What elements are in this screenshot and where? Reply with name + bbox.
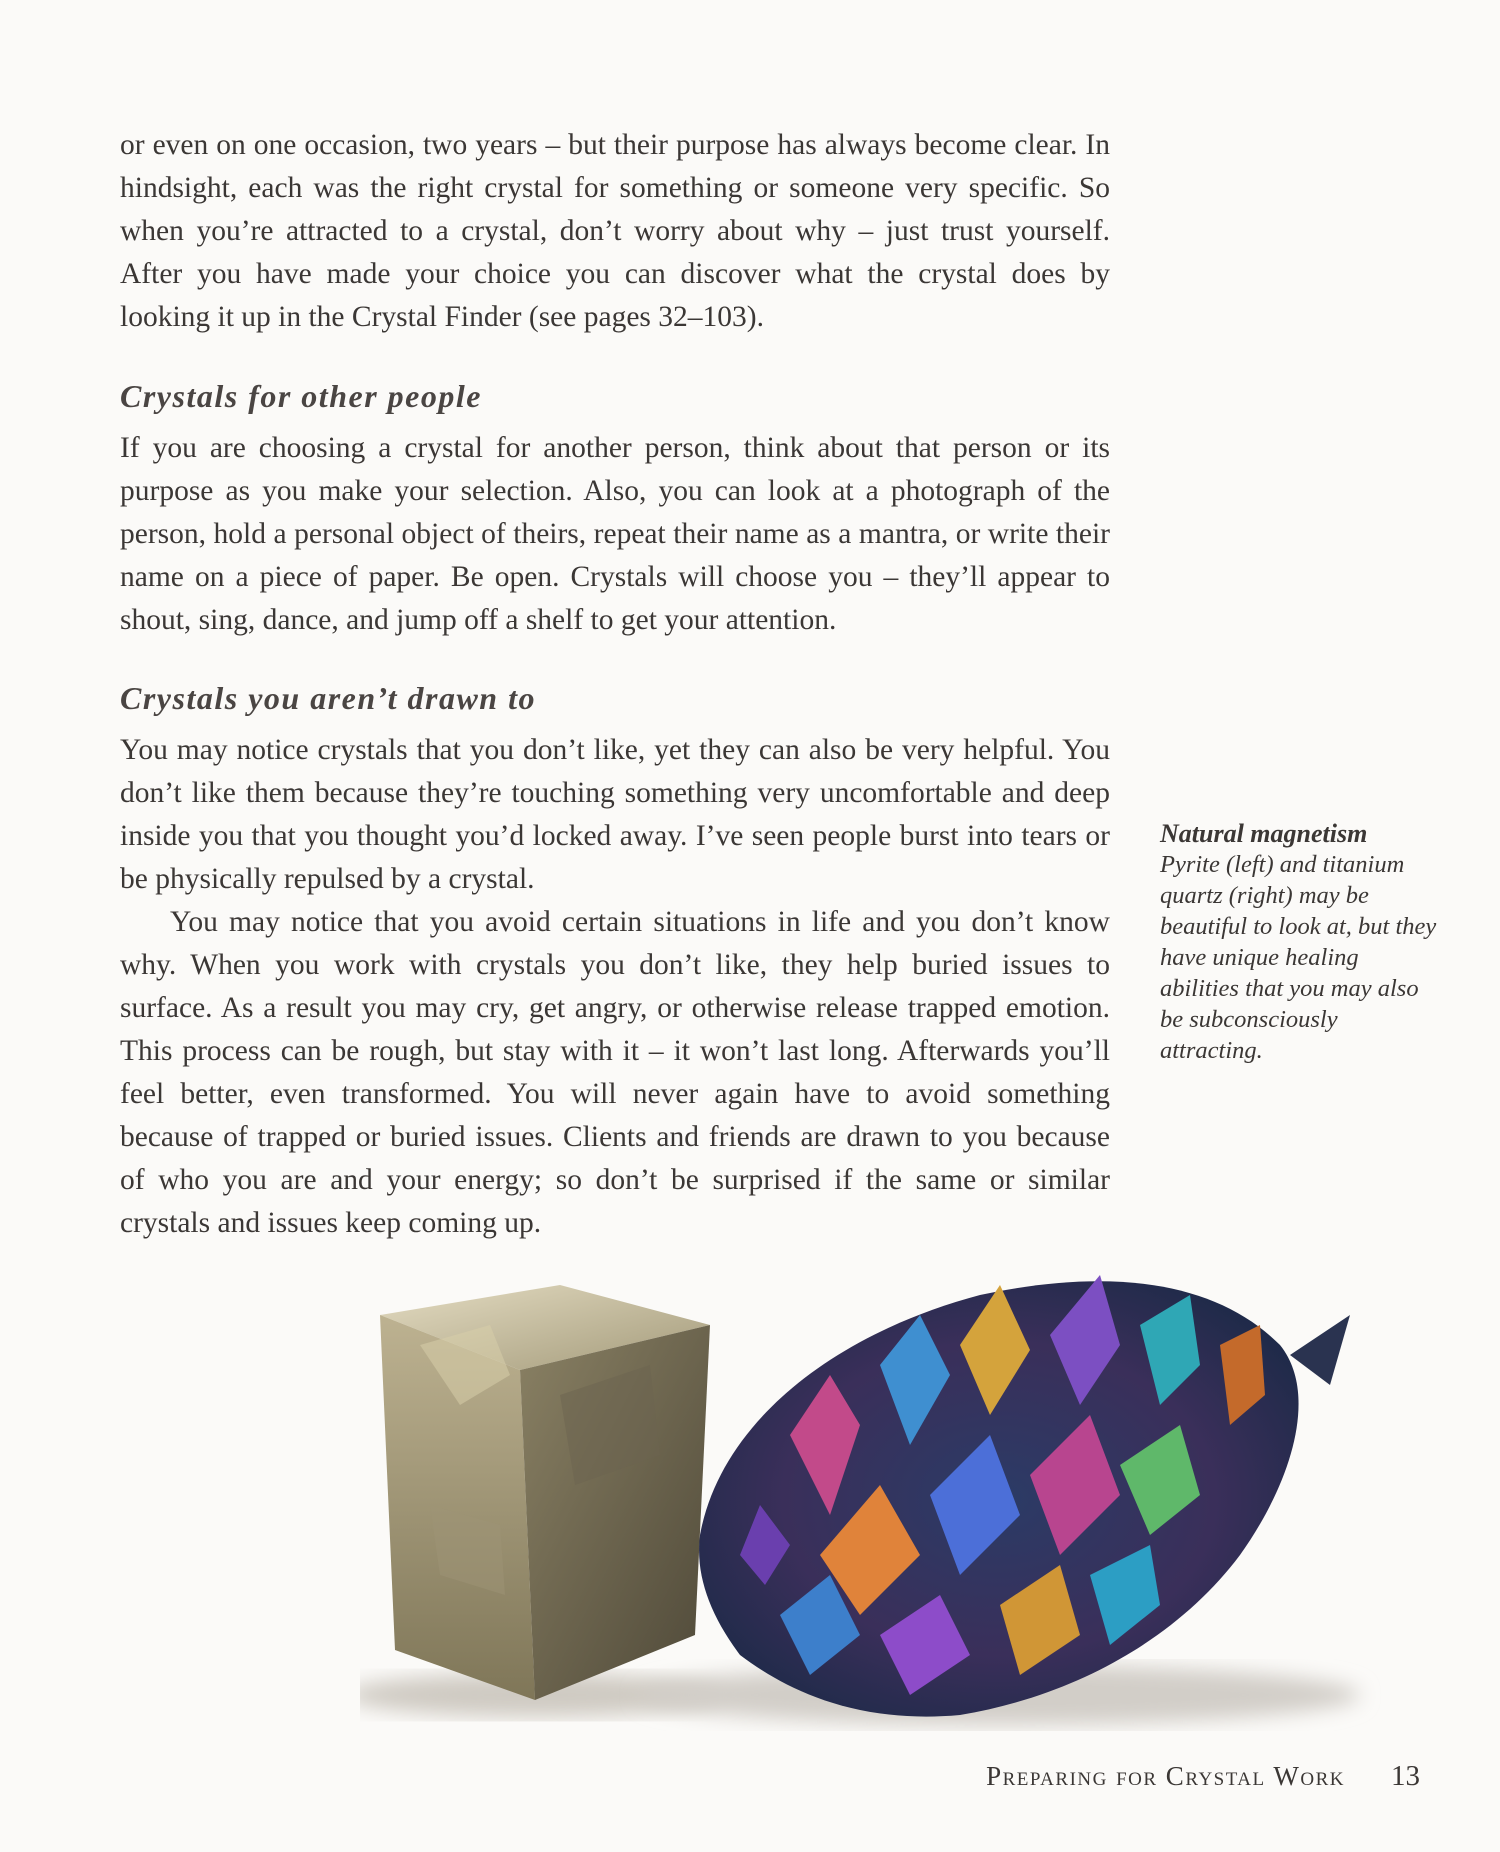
running-head: Preparing for Crystal Work <box>986 1761 1345 1791</box>
body-paragraph-3: You may notice crystals that you don’t like, yet they can also be very helpful. You don’t like them because they’re touching something very uncomfortable and deep inside you that you thought you’d locked away. I’ve seen people burst into tears or be physically repulsed by a crystal. <box>120 734 1110 895</box>
caption-title: Natural magnetism <box>1160 819 1368 848</box>
body-paragraph-2: If you are choosing a crystal for another person, think about that person or its purpose as you make your selection. Also, you can look at a photograph of the person, hold a personal object of theirs, repeat their name as a mantra, or write their name on a piece of paper. Be open. Crystals will choose you – they’ll appear to shout, sing, dance, and jump off a shelf to get your attention. <box>120 432 1110 636</box>
titanium-quartz-cluster <box>640 1275 1360 1725</box>
page-number: 13 <box>1391 1760 1420 1792</box>
subheading-crystals-for-other-people: Crystals for other people <box>120 378 482 414</box>
crystal-photo <box>360 1255 1440 1735</box>
body-paragraph-1: or even on one occasion, two years – but their purpose has always become clear. In hindsight, each was the right crystal for something or someone very specific. So when you’re attracted to a crystal, don’t worry about why – just trust yourself. After you have made your choice you can discover what the crystal does by looking it up in the Crystal Finder (see pages 32–103). <box>120 129 1110 333</box>
pyrite-cube <box>360 1285 725 1717</box>
subheading-crystals-not-drawn-to: Crystals you aren’t drawn to <box>120 680 536 716</box>
page-footer <box>986 1760 1420 1793</box>
body-paragraph-4: You may notice that you avoid certain situations in life and you don’t know why. When you work with crystals you don’t like, they help buried issues to surface. As a result you may cry, get angry, or otherwise release trapped emotion. This process can be rough, but stay with it – it won’t last long. Afterwards you’ll feel better, even transformed. You will never again have to avoid something because of trapped or buried issues. Clients and friends are drawn to you because of who you are and your energy; so don’t be surprised if the same or similar crystals and issues keep coming up. <box>120 906 1110 1239</box>
caption-text: Pyrite (left) and titanium quartz (right) may be beautiful to look at, but they have unique healing abilities that you may also be subconsciously attracting. <box>1160 851 1437 1064</box>
photo-caption <box>1160 818 1440 1066</box>
